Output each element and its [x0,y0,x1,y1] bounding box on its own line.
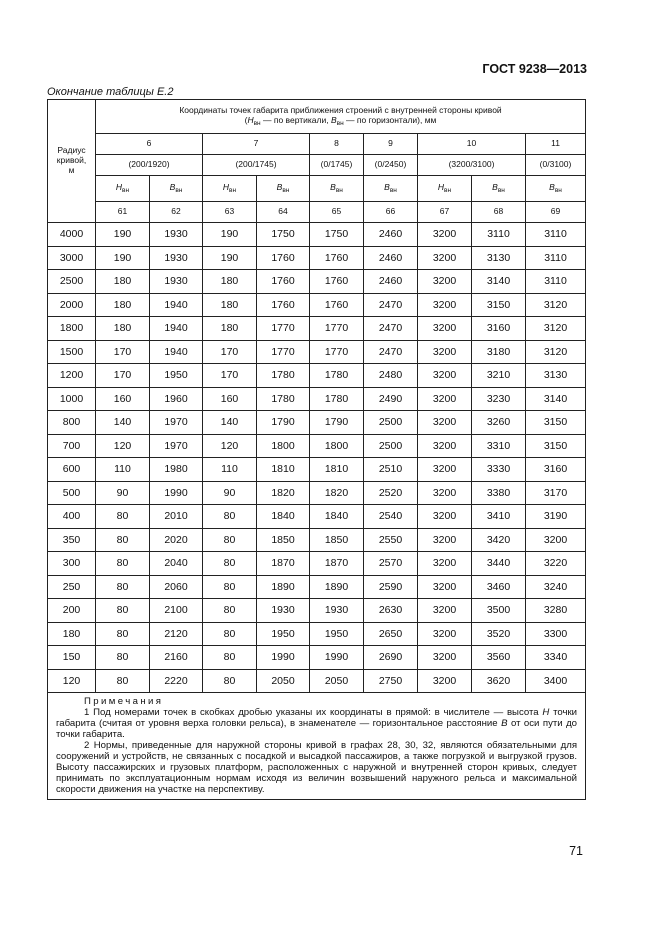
group-coordinates: (3200/3100) [418,155,526,176]
coordinates-header [96,100,586,134]
radius-cell: 1200 [48,364,96,388]
value-cell: 1990 [310,646,364,670]
value-cell: 2100 [150,599,203,623]
value-cell: 1980 [150,458,203,482]
value-cell: 3560 [472,646,526,670]
group-coordinates: (200/1745) [203,155,310,176]
group-coordinates: (0/3100) [526,155,586,176]
value-cell: 2050 [257,669,310,693]
value-cell: 80 [203,505,257,529]
radius-cell: 120 [48,669,96,693]
value-cell: 3200 [418,575,472,599]
value-cell: 2750 [364,669,418,693]
value-cell: 1780 [257,364,310,388]
radius-cell: 300 [48,552,96,576]
value-cell: 1760 [257,293,310,317]
notes-title: Примечания [84,696,164,707]
value-cell: 1790 [257,411,310,435]
value-cell: 80 [96,552,150,576]
table-row [48,552,586,576]
value-cell: 3110 [526,246,586,270]
variable-b-header: $B_{вн}$ [310,176,364,202]
value-cell: 1940 [150,293,203,317]
value-cell: 3150 [472,293,526,317]
value-cell: 1840 [310,505,364,529]
point-number: 66 [364,202,418,223]
value-cell: 1930 [257,599,310,623]
value-cell: 1970 [150,434,203,458]
value-cell: 2500 [364,434,418,458]
variable-b-header: $B_{вн}$ [472,176,526,202]
table-row [48,528,586,552]
table-row [48,622,586,646]
value-cell: 3130 [472,246,526,270]
value-cell: 180 [203,270,257,294]
value-cell: 3150 [526,434,586,458]
value-cell: 180 [203,317,257,341]
note-1: 1 Под номерами точек в скобках дробью указаны их координаты в прямой: в числителе — высота H точки габарита (считая от уровня верха головки рельса), в знаменателе — горизонтальное расстояние B от оси пути до точки габарита. [56,707,578,741]
table-row [48,411,586,435]
value-cell: 1770 [310,317,364,341]
value-cell: 3150 [526,411,586,435]
value-cell: 1770 [257,317,310,341]
value-cell: 170 [96,340,150,364]
value-cell: 1770 [257,340,310,364]
table-row [48,575,586,599]
value-cell: 3200 [418,622,472,646]
value-cell: 1850 [310,528,364,552]
value-cell: 1950 [310,622,364,646]
value-cell: 180 [203,293,257,317]
value-cell: 3380 [472,481,526,505]
table-row [48,481,586,505]
coordinates-header-line1: Координаты точек габарита приближения строений с внутренней стороны кривой [179,104,502,115]
value-cell: 3120 [526,293,586,317]
value-cell: 80 [203,622,257,646]
value-cell: 2020 [150,528,203,552]
radius-header-line: кривой, [56,155,87,166]
value-cell: 2690 [364,646,418,670]
point-number: 62 [150,202,203,223]
point-number: 65 [310,202,364,223]
point-number: 64 [257,202,310,223]
value-cell: 3400 [526,669,586,693]
value-cell: 1890 [310,575,364,599]
table-row [48,646,586,670]
value-cell: 2010 [150,505,203,529]
value-cell: 3130 [526,364,586,388]
value-cell: 3200 [418,270,472,294]
value-cell: 2460 [364,223,418,247]
radius-cell: 1500 [48,340,96,364]
value-cell: 120 [203,434,257,458]
table-row [48,293,586,317]
value-cell: 190 [96,246,150,270]
value-cell: 80 [203,575,257,599]
value-cell: 2510 [364,458,418,482]
point-number: 63 [203,202,257,223]
table-row [48,317,586,341]
value-cell: 3200 [418,293,472,317]
value-cell: 3120 [526,340,586,364]
value-cell: 180 [96,317,150,341]
value-cell: 1990 [257,646,310,670]
notes-block [48,693,586,800]
table-row [48,505,586,529]
value-cell: 80 [96,505,150,529]
value-cell: 3200 [418,387,472,411]
value-cell: 1760 [310,293,364,317]
value-cell: 3200 [526,528,586,552]
value-cell: 3240 [526,575,586,599]
value-cell: 3230 [472,387,526,411]
radius-cell: 500 [48,481,96,505]
value-cell: 3200 [418,411,472,435]
value-cell: 3200 [418,552,472,576]
value-cell: 3620 [472,669,526,693]
value-cell: 3520 [472,622,526,646]
value-cell: 80 [203,599,257,623]
value-cell: 2460 [364,246,418,270]
value-cell: 1760 [257,246,310,270]
value-cell: 1760 [257,270,310,294]
value-cell: 2570 [364,552,418,576]
table-row [48,364,586,388]
value-cell: 80 [96,669,150,693]
value-cell: 2160 [150,646,203,670]
value-cell: 3200 [418,434,472,458]
value-cell: 1870 [257,552,310,576]
value-cell: 3200 [418,364,472,388]
value-cell: 1780 [310,387,364,411]
radius-header [48,100,96,223]
value-cell: 1930 [150,270,203,294]
value-cell: 2040 [150,552,203,576]
variable-h-header: $H_{вн}$ [418,176,472,202]
value-cell: 1940 [150,340,203,364]
value-cell: 1990 [150,481,203,505]
value-cell: 180 [96,293,150,317]
value-cell: 2550 [364,528,418,552]
value-cell: 110 [203,458,257,482]
value-cell: 3200 [418,317,472,341]
value-cell: 190 [203,246,257,270]
page-number: 71 [569,844,583,858]
value-cell: 1800 [257,434,310,458]
value-cell: 1820 [310,481,364,505]
value-cell: 80 [203,552,257,576]
radius-cell: 1800 [48,317,96,341]
point-number: 69 [526,202,586,223]
value-cell: 160 [96,387,150,411]
value-cell: 2120 [150,622,203,646]
value-cell: 3200 [418,646,472,670]
value-cell: 2500 [364,411,418,435]
radius-header-line: м [68,164,75,175]
value-cell: 3200 [418,528,472,552]
group-number: 11 [526,134,586,155]
value-cell: 2470 [364,293,418,317]
group-number: 7 [203,134,310,155]
value-cell: 3200 [418,481,472,505]
radius-cell: 2500 [48,270,96,294]
value-cell: 170 [203,364,257,388]
value-cell: 3110 [472,223,526,247]
value-cell: 2650 [364,622,418,646]
value-cell: 2060 [150,575,203,599]
value-cell: 3200 [418,505,472,529]
point-number: 67 [418,202,472,223]
table-row [48,434,586,458]
value-cell: 2460 [364,270,418,294]
variable-h-header: $H_{вн}$ [96,176,150,202]
value-cell: 3500 [472,599,526,623]
value-cell: 1760 [310,270,364,294]
group-number: 10 [418,134,526,155]
value-cell: 2050 [310,669,364,693]
value-cell: 2630 [364,599,418,623]
variable-b-header: $B_{вн}$ [526,176,586,202]
value-cell: 3260 [472,411,526,435]
table-row [48,246,586,270]
radius-cell: 4000 [48,223,96,247]
group-number: 9 [364,134,418,155]
value-cell: 1890 [257,575,310,599]
value-cell: 3140 [472,270,526,294]
value-cell: 190 [96,223,150,247]
value-cell: 1870 [310,552,364,576]
value-cell: 1800 [310,434,364,458]
value-cell: 80 [203,646,257,670]
value-cell: 3210 [472,364,526,388]
value-cell: 1930 [150,246,203,270]
value-cell: 2220 [150,669,203,693]
variable-b-header: $B_{вн}$ [150,176,203,202]
table-row [48,669,586,693]
value-cell: 80 [96,575,150,599]
value-cell: 1930 [150,223,203,247]
value-cell: 2590 [364,575,418,599]
value-cell: 2480 [364,364,418,388]
table-row [48,387,586,411]
radius-cell: 3000 [48,246,96,270]
value-cell: 190 [203,223,257,247]
value-cell: 3190 [526,505,586,529]
value-cell: 1950 [150,364,203,388]
radius-header-line: Радиус [57,145,86,156]
value-cell: 80 [203,528,257,552]
value-cell: 3110 [526,223,586,247]
value-cell: 1780 [257,387,310,411]
radius-cell: 150 [48,646,96,670]
value-cell: 3460 [472,575,526,599]
point-number: 61 [96,202,150,223]
value-cell: 1960 [150,387,203,411]
table-body [48,223,586,693]
radius-cell: 1000 [48,387,96,411]
standard-header: ГОСТ 9238—2013 [482,62,587,76]
value-cell: 3200 [418,669,472,693]
value-cell: 80 [96,528,150,552]
value-cell: 3200 [418,340,472,364]
value-cell: 1950 [257,622,310,646]
value-cell: 3440 [472,552,526,576]
radius-cell: 400 [48,505,96,529]
radius-cell: 180 [48,622,96,646]
radius-cell: 800 [48,411,96,435]
table-row [48,223,586,247]
point-number: 68 [472,202,526,223]
table-row [48,340,586,364]
value-cell: 80 [203,669,257,693]
table-caption: Окончание таблицы Е.2 [47,86,174,98]
radius-cell: 600 [48,458,96,482]
table-row [48,270,586,294]
value-cell: 1750 [257,223,310,247]
group-number: 6 [96,134,203,155]
value-cell: 3140 [526,387,586,411]
radius-cell: 350 [48,528,96,552]
value-cell: 3300 [526,622,586,646]
value-cell: 3170 [526,481,586,505]
value-cell: 80 [96,646,150,670]
value-cell: 3160 [472,317,526,341]
value-cell: 3200 [418,458,472,482]
table-row [48,599,586,623]
variable-b-header: $B_{вн}$ [364,176,418,202]
value-cell: 3220 [526,552,586,576]
group-coordinates: (0/2450) [364,155,418,176]
variable-b-header: $B_{вн}$ [257,176,310,202]
value-cell: 160 [203,387,257,411]
value-cell: 3340 [526,646,586,670]
variable-h-header: $H_{вн}$ [203,176,257,202]
value-cell: 140 [96,411,150,435]
value-cell: 3420 [472,528,526,552]
value-cell: 1790 [310,411,364,435]
value-cell: 170 [96,364,150,388]
value-cell: 90 [203,481,257,505]
value-cell: 140 [203,411,257,435]
group-coordinates: (0/1745) [310,155,364,176]
value-cell: 80 [96,622,150,646]
value-cell: 170 [203,340,257,364]
radius-cell: 2000 [48,293,96,317]
value-cell: 2540 [364,505,418,529]
table-row [48,458,586,482]
value-cell: 1810 [310,458,364,482]
coordinates-header-line2: ($H_{вн}$ — по вертикали, $B_{вн}$ — по горизонтали), мм [244,114,437,127]
value-cell: 1940 [150,317,203,341]
value-cell: 3410 [472,505,526,529]
value-cell: 2490 [364,387,418,411]
value-cell: 2520 [364,481,418,505]
value-cell: 2470 [364,340,418,364]
group-coordinates: (200/1920) [96,155,203,176]
value-cell: 1850 [257,528,310,552]
value-cell: 3200 [418,599,472,623]
value-cell: 3310 [472,434,526,458]
value-cell: 1750 [310,223,364,247]
value-cell: 2470 [364,317,418,341]
value-cell: 1970 [150,411,203,435]
value-cell: 1810 [257,458,310,482]
value-cell: 3110 [526,270,586,294]
value-cell: 3120 [526,317,586,341]
value-cell: 80 [96,599,150,623]
radius-cell: 200 [48,599,96,623]
value-cell: 3330 [472,458,526,482]
value-cell: 1820 [257,481,310,505]
value-cell: 3200 [418,223,472,247]
value-cell: 1840 [257,505,310,529]
value-cell: 110 [96,458,150,482]
value-cell: 1780 [310,364,364,388]
value-cell: 3180 [472,340,526,364]
value-cell: 3160 [526,458,586,482]
value-cell: 1770 [310,340,364,364]
note-2: 2 Нормы, приведенные для наружной стороны кривой в графах 28, 30, 32, являются обязательными для сооружений и устройств, не связанных с посадкой и высадкой пассажиров, а также погрузкой и выгрузкой грузов. Высоту пассажирских и грузовых платформ, расположенных с наружной и внутренней сторон кривых, следует принимать по эксплуатационным нормам исходя из величин возвышений наружного рельса и максимальной скорости движения на участке на перспективу. [56,740,578,796]
value-cell: 90 [96,481,150,505]
value-cell: 120 [96,434,150,458]
radius-cell: 700 [48,434,96,458]
value-cell: 180 [96,270,150,294]
value-cell: 3280 [526,599,586,623]
value-cell: 1930 [310,599,364,623]
value-cell: 3200 [418,246,472,270]
value-cell: 1760 [310,246,364,270]
gabarit-table [47,99,586,800]
group-number: 8 [310,134,364,155]
radius-cell: 250 [48,575,96,599]
